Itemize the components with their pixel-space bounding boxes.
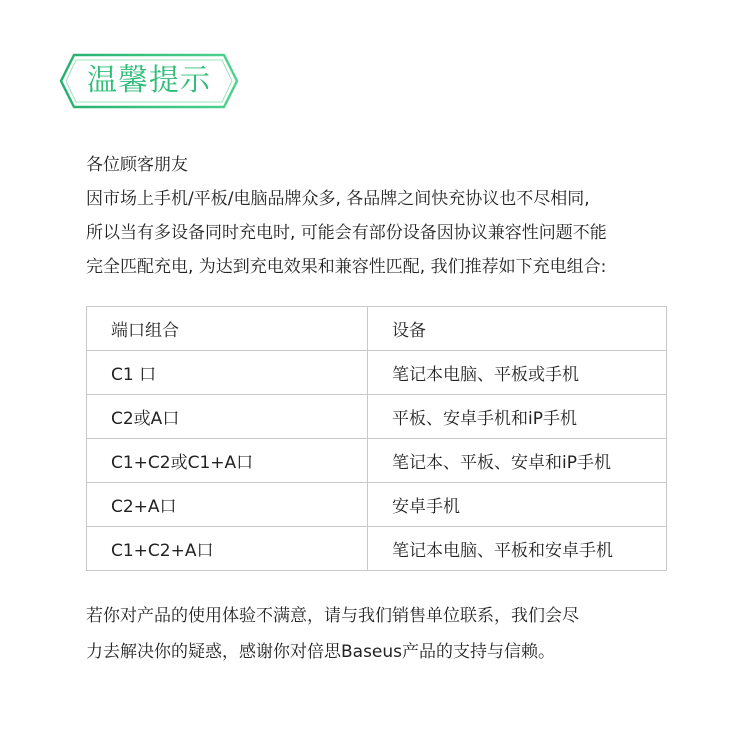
port-cell: C2或A口: [87, 395, 368, 439]
device-cell: 笔记本、平板、安卓和iP手机: [368, 439, 667, 483]
outro-line: 力去解决你的疑惑，感谢你对倍思Baseus产品的支持与信赖。: [86, 642, 556, 662]
intro-text: [86, 148, 706, 284]
port-cell: C1 口: [87, 351, 368, 395]
intro-line: 所以当有多设备同时充电时, 可能会有部份设备因协议兼容性问题不能: [86, 223, 607, 243]
table-row: [87, 527, 667, 571]
device-cell: 笔记本电脑、平板和安卓手机: [368, 527, 667, 571]
table-row: [87, 439, 667, 483]
device-cell: 笔记本电脑、平板或手机: [368, 351, 667, 395]
table-row: [87, 351, 667, 395]
header-port-combination: 端口组合: [87, 307, 368, 351]
table-header-row: [87, 307, 667, 351]
notice-title: 温馨提示: [87, 63, 211, 98]
intro-line: 完全匹配充电, 为达到充电效果和兼容性匹配, 我们推荐如下充电组合:: [86, 257, 607, 277]
intro-line: 因市场上手机/平板/电脑品牌众多, 各品牌之间快充协议也不尽相同,: [86, 189, 590, 209]
intro-line: 各位顾客朋友: [86, 155, 188, 175]
device-cell: 平板、安卓手机和iP手机: [368, 395, 667, 439]
port-cell: C1+C2或C1+A口: [87, 439, 368, 483]
outro-text: [86, 598, 716, 670]
header-device: 设备: [368, 307, 667, 351]
device-cell: 安卓手机: [368, 483, 667, 527]
port-cell: C2+A口: [87, 483, 368, 527]
charging-combination-table: [86, 306, 667, 571]
outro-line: 若你对产品的使用体验不满意，请与我们销售单位联系，我们会尽: [86, 606, 579, 626]
notice-badge: [58, 52, 240, 110]
port-cell: C1+C2+A口: [87, 527, 368, 571]
table-row: [87, 395, 667, 439]
table-row: [87, 483, 667, 527]
